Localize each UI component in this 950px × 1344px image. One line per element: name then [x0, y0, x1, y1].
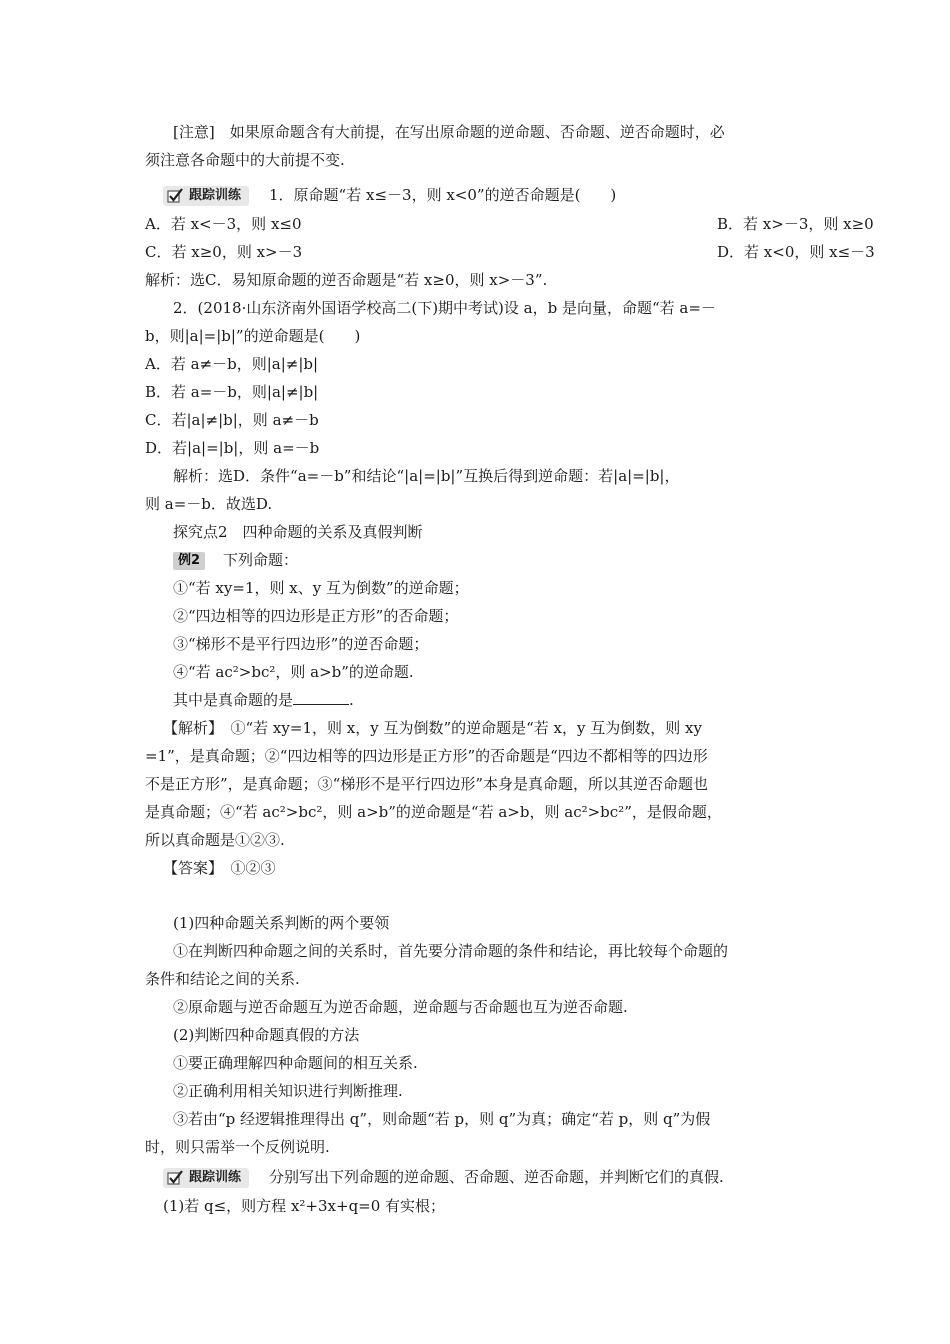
example-2-prompt: [173, 550, 805, 570]
method-point-1a: ①在判断四种命题之间的关系时，首先要分清命题的条件和结论，再比较每个命题的: [173, 942, 729, 960]
exercise-1-question: [163, 185, 805, 206]
method-point-1b: 条件和结论之间的关系.: [145, 970, 300, 988]
method-point-4: ②正确利用相关知识进行判断推理.: [173, 1082, 403, 1100]
section-heading: 探究点2 四种命题的关系及真假判断: [173, 523, 423, 541]
exercise-3-text: 分别写出下列命题的逆命题、否命题、逆否命题，并判断它们的真假.: [269, 1168, 724, 1186]
practice-badge-label: 跟踪训练: [189, 188, 242, 203]
method-point-5b: 时，则只需举一个反例说明.: [145, 1138, 330, 1156]
answer-blank: [293, 690, 349, 705]
practice-badge: [163, 186, 249, 206]
example-badge: 例2: [173, 552, 205, 570]
checkmark-icon: [167, 1169, 184, 1186]
proposition-2: ②“四边相等的四边形是正方形”的否命题；: [173, 607, 459, 625]
exercise-3-question: [163, 1167, 805, 1188]
note-line-2: 须注意各命题中的大前提不变.: [145, 151, 345, 169]
exercise-3-item-1: (1)若 q≤，则方程 x²+3x+q=0 有实根；: [163, 1197, 446, 1215]
method-heading-1: (1)四种命题关系判断的两个要领: [173, 914, 390, 932]
exercise-1-options-cd: [145, 242, 875, 262]
question-end: .: [349, 691, 354, 709]
exercise-2-option-c: C．若|a|≠|b|，则 a≠－b: [145, 411, 319, 429]
analysis-line-5: 所以真命题是①②③.: [145, 831, 285, 849]
option-d: D．若 x<0，则 x≤－3: [717, 243, 875, 261]
option-b: B．若 x>－3，则 x≥0: [717, 215, 874, 233]
exercise-2-option-d: D．若|a|=|b|，则 a=－b: [145, 439, 320, 457]
exercise-2-solution-2: 则 a=－b．故选D.: [145, 495, 273, 513]
checkmark-icon: [167, 187, 184, 204]
exercise-1-options-ab: [145, 214, 874, 234]
exercise-2-line-2: b，则|a|=|b|”的逆命题是( ): [145, 327, 361, 345]
proposition-4: ④“若 ac²>bc²，则 a>b”的逆命题.: [173, 663, 414, 681]
method-point-3: ①要正确理解四种命题间的相互关系.: [173, 1054, 418, 1072]
analysis-line-3: 不是正方形”，是真命题；③“梯形不是平行四边形”本身是真命题，所以其逆否命题也: [145, 775, 709, 793]
exercise-2-solution-1: 解析：选D．条件“a=－b”和结论“|a|=|b|”互换后得到逆命题：若|a|=|b|，: [173, 467, 680, 485]
proposition-3: ③“梯形不是平行四边形”的逆否命题；: [173, 635, 429, 653]
note-line-1: [注意] 如果原命题含有大前提，在写出原命题的逆命题、否命题、逆否命题时，必: [173, 123, 725, 141]
example-2-question: [173, 690, 805, 710]
analysis-line-4: 是真命题；④“若 ac²>bc²，则 a>b”的逆命题是“若 a>b，则 ac²>bc²”，是假命题，: [145, 803, 722, 821]
analysis-line-1: 【解析】 ①“若 xy=1，则 x，y 互为倒数”的逆命题是“若 x，y 互为倒数，则 xy: [163, 719, 702, 737]
practice-badge-2: [163, 1168, 249, 1188]
exercise-2-option-a: A．若 a≠－b，则|a|≠|b|: [145, 355, 319, 373]
method-point-2: ②原命题与逆否命题互为逆否命题，逆命题与否命题也互为逆否命题.: [173, 998, 628, 1016]
exercise-1-solution: 解析：选C．易知原命题的逆否命题是“若 x≥0，则 x>－3”.: [145, 271, 548, 289]
answer-line: 【答案】 ①②③: [163, 859, 276, 877]
option-a: A．若 x<－3，则 x≤0: [145, 215, 302, 233]
exercise-2-line-1: 2．(2018·山东济南外国语学校高二(下)期中考试)设 a，b 是向量，命题“若 a=－: [173, 299, 716, 317]
option-c: C．若 x≥0，则 x>－3: [145, 243, 303, 261]
question-text: 其中是真命题的是: [173, 691, 294, 709]
method-heading-2: (2)判断四种命题真假的方法: [173, 1026, 360, 1044]
exercise-2-option-b: B．若 a=－b，则|a|≠|b|: [145, 383, 319, 401]
proposition-1: ①“若 xy=1，则 x、y 互为倒数”的逆命题；: [173, 579, 469, 597]
analysis-line-2: =1”，是真命题；②“四边相等的四边形是正方形”的否命题是“四边不都相等的四边形: [145, 747, 708, 765]
practice-badge-label: 跟踪训练: [189, 1170, 242, 1185]
example-2-text: 下列命题：: [223, 551, 299, 569]
method-point-5a: ③若由“p 经逻辑推理得出 q”，则命题“若 p，则 q”为真；确定“若 p，则 q”为假: [173, 1110, 711, 1128]
exercise-1-text: 1．原命题“若 x≤－3，则 x<0”的逆否命题是( ): [269, 186, 617, 204]
